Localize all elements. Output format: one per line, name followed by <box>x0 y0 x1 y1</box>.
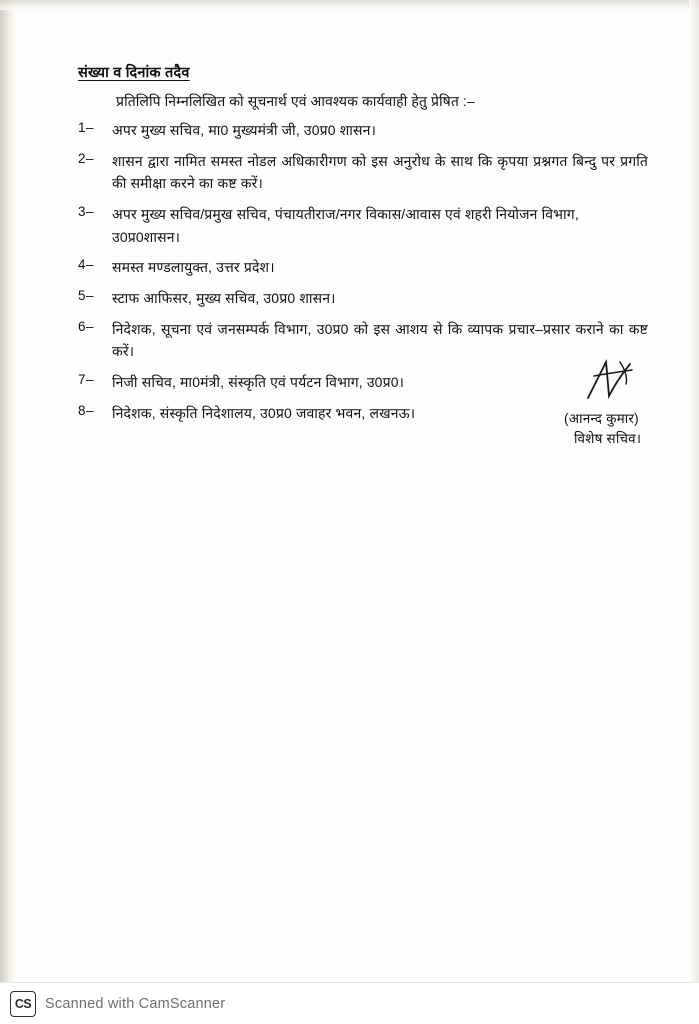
list-item-number: 4– <box>78 257 95 273</box>
document-body <box>78 62 648 446</box>
list-item-number: 2– <box>78 150 95 166</box>
list-item-number: 1– <box>78 120 95 135</box>
list-item-text: अपर मुख्य सचिव/प्रमुख सचिव, पंचायतीराज/नगर विकास/आवास एवं शहरी नियोजन विभाग, उ0प्र0शासन। <box>112 206 579 245</box>
scan-edge-shadow-left <box>0 0 16 1024</box>
list-item-number: 6– <box>78 318 95 334</box>
list-item <box>78 318 648 363</box>
list-item <box>78 256 648 279</box>
list-item <box>78 287 648 310</box>
list-item-text: अपर मुख्य सचिव, मा0 मुख्यमंत्री जी, उ0प्र0 शासन। <box>112 122 377 138</box>
list-item-text: समस्त मण्डलायुक्त, उत्तर प्रदेश। <box>112 259 275 276</box>
list-item-text: शासन द्वारा नामित समस्त नोडल अधिकारीगण को इस अनुरोध के साथ कि कृपया प्रश्नगत बिन्दु पर प्रगति की समीक्षा करने का कष्ट करें। <box>112 152 648 192</box>
list-item <box>78 119 648 142</box>
list-item-number: 8– <box>78 402 95 418</box>
list-item-text: निदेशक, संस्कृति निदेशालय, उ0प्र0 जवाहर भवन, लखनऊ। <box>112 404 416 421</box>
camscanner-footer <box>0 982 699 1024</box>
list-item-text: निजी सचिव, मा0मंत्री, संस्कृति एवं पर्यटन विभाग, उ0प्र0। <box>112 374 405 391</box>
list-item <box>78 203 648 248</box>
list-item <box>78 150 648 195</box>
scan-edge-shadow-right <box>689 0 699 1024</box>
list-item-number: 7– <box>78 372 95 388</box>
list-item-number: 5– <box>78 288 95 304</box>
list-item-number: 3– <box>78 204 95 220</box>
camscanner-footer-text: Scanned with CamScanner <box>45 995 226 1012</box>
handwritten-signature-icon <box>576 358 646 402</box>
document-heading: संख्या व दिनांक तदैव <box>78 65 190 81</box>
scan-edge-shadow-top <box>0 0 699 10</box>
list-item-text: स्टाफ आफिसर, मुख्य सचिव, उ0प्र0 शासन। <box>112 290 336 307</box>
signatory-name: (आनन्द कुमार) <box>564 411 639 426</box>
document-intro-line: प्रतिलिपि निम्नलिखित को सूचनार्थ एवं आवश्यक कार्यवाही हेतु प्रेषित :– <box>116 93 475 109</box>
signature-block <box>548 358 699 447</box>
camscanner-logo-icon: CS <box>10 991 36 1017</box>
signatory-designation: विशेष सचिव। <box>574 431 642 446</box>
list-item-text: निदेशक, सूचना एवं जनसम्पर्क विभाग, उ0प्र0 को इस आशय से कि व्यापक प्रचार–प्रसार कराने का कष्ट करें। <box>112 320 648 360</box>
